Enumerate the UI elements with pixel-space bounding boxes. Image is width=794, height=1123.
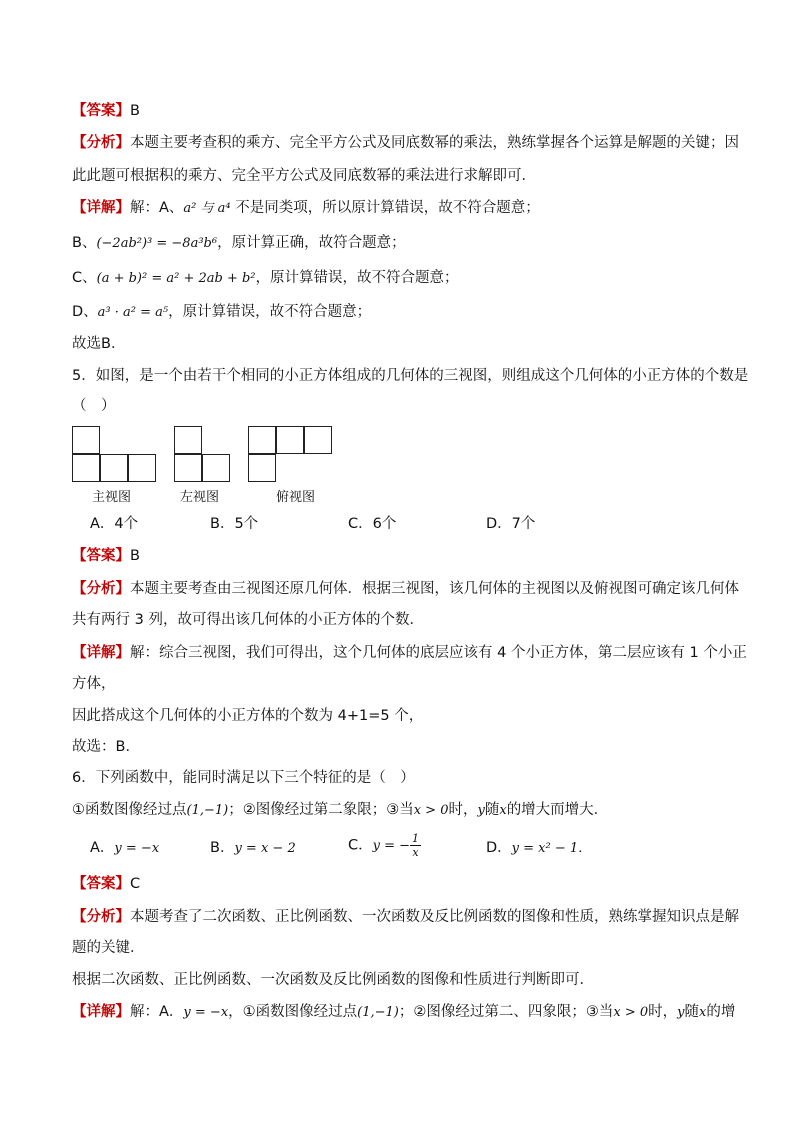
option-label: C． [348,837,373,854]
condition-math: x [499,803,507,818]
analysis-text: 本题主要考查由三视图还原几何体．根据三视图，该几何体的主视图以及俯视图可确定该几何体 [130,581,739,597]
option-label: A． [90,840,115,856]
detail-math: (1,−1) [357,1005,399,1020]
detail-math: y [677,1005,685,1020]
fraction [410,832,421,859]
detail-math: a² 与 a⁴ [183,201,231,216]
detail-line-q5-2: 方体， [72,676,116,692]
option-math: y = x − 2 [234,841,296,856]
option-d-line [72,302,371,323]
fraction-numerator: 1 [412,832,420,845]
q5-option-b: B．5个 [210,516,259,532]
option-math: (a + b)² = a² + 2ab + b² [96,271,256,286]
front-view-cell [72,454,100,482]
detail-text: 的增 [706,1004,736,1020]
detail-text: 不是同类项，所以原计算错误，故不符合题意； [230,200,540,216]
condition-text: 时， [448,802,478,818]
condition-math: y [477,803,485,818]
option-math: y = − [372,838,411,854]
fraction-denominator: x [412,846,419,859]
option-math: a³ · a² = a⁵ [97,305,169,320]
top-view-cell [248,454,276,482]
detail-line-q6 [72,1002,735,1023]
analysis-text: 本题主要考查积的乘方、完全平方公式及同底数幂的乘法，熟练掌握各个运算是解题的关键；因 [130,135,739,151]
option-label: D． [486,840,512,856]
q5-stem-line1: 5．如图，是一个由若干个相同的小正方体组成的几何体的三视图，则组成这个几何体的小正方体的个数是 [72,368,749,384]
answer-tag: 【答案】 [72,103,130,119]
condition-text: 随 [484,802,500,818]
answer-value: B [130,103,140,119]
top-view-cell [304,426,332,454]
answer-value: B [130,548,140,564]
answer-line-q5 [72,546,140,566]
left-view-label: 左视图 [180,490,220,505]
front-view-cell [128,454,156,482]
option-math: y = −x [114,841,160,856]
analysis-line-q5-1 [72,579,739,599]
q5-stem-line2: （ ） [72,398,116,414]
detail-text: ；②图像经过第二、四象限；③当 [398,1004,614,1020]
detail-text: 解：A． [130,1004,184,1020]
choose-line-q5: 故选：B． [72,739,140,755]
option-b-line [72,233,406,254]
detail-tag: 【详解】 [72,645,130,661]
option-text: ，原计算错误，故不符合题意； [168,304,372,320]
q5-option-a: A．4个 [90,516,139,532]
left-view-cell [174,426,202,454]
analysis-line-q6-3: 根据二次函数、正比例函数、一次函数及反比例函数的图像和性质进行判断即可． [72,972,594,988]
condition-math: x > 0 [413,803,449,818]
detail-text: 时， [648,1004,678,1020]
top-view-cell [248,426,276,454]
top-view-cell [276,426,304,454]
choose-line-a: 故选B． [72,336,126,352]
detail-math: x > 0 [613,1005,649,1020]
detail-line-q5-3: 因此搭成这个几何体的小正方体的个数为 4+1=5 个， [72,708,424,724]
analysis-line-q5-2: 共有两行 3 列，故可得出该几何体的小正方体的个数． [72,612,424,628]
option-math: y = x² − 1． [511,841,592,856]
answer-line-a [72,101,140,121]
detail-text: 解：综合三视图，我们可得出，这个几何体的底层应该有 4 个小正方体，第二层应该有 1 个小正 [130,645,747,661]
q6-stem: 6．下列函数中，能同时满足以下三个特征的是（ ） [72,770,415,786]
analysis-tag: 【分析】 [72,135,130,151]
detail-text: 随 [684,1004,699,1020]
analysis-line-q6-1 [72,907,739,927]
option-text: ，原计算正确，故符合题意； [217,235,406,251]
condition-text: ①函数图像经过点 [72,802,187,818]
detail-text: 解：A、 [130,200,184,216]
top-view-label: 俯视图 [276,490,316,505]
q6-option-b [210,838,296,859]
answer-line-q6 [72,874,140,894]
condition-text: ；②图像经过第二象限；③当 [228,802,414,818]
analysis-line-a1 [72,133,739,153]
detail-tag: 【详解】 [72,200,130,216]
front-view-label: 主视图 [92,490,132,505]
detail-line-a1 [72,198,540,219]
answer-tag: 【答案】 [72,548,130,564]
analysis-tag: 【分析】 [72,581,130,597]
q5-option-d: D．7个 [486,516,536,532]
detail-line-q5-1 [72,643,747,663]
analysis-line-a2: 此此题可根据积的乘方、完全平方公式及同底数幂的乘法进行求解即可． [72,168,536,184]
left-view-cell [174,454,202,482]
option-text: ，原计算错误，故不符合题意； [255,270,459,286]
three-views-figure [72,424,342,504]
q5-option-c: C．6个 [348,516,397,532]
option-c-line [72,268,459,289]
condition-math: (1,−1) [186,803,229,818]
option-label: B． [210,840,235,856]
option-prefix: B、 [72,235,97,251]
detail-math: x [699,1005,707,1020]
front-view-cell [72,426,100,454]
q6-conditions [72,800,608,821]
option-prefix: C、 [72,270,97,286]
detail-math: y = −x [183,1005,229,1020]
detail-text: ，①函数图像经过点 [228,1004,358,1020]
q6-option-d [486,838,591,859]
q6-option-a [90,838,159,859]
front-view-cell [100,454,128,482]
left-view-cell [202,454,230,482]
q6-option-c [348,832,421,859]
condition-text: 的增大而增大． [506,802,609,818]
option-prefix: D、 [72,304,98,320]
option-math: (−2ab²)³ = −8a³b⁶ [96,236,218,251]
analysis-tag: 【分析】 [72,909,130,925]
detail-tag: 【详解】 [72,1004,130,1020]
answer-tag: 【答案】 [72,876,130,892]
analysis-text: 本题考查了二次函数、正比例函数、一次函数及反比例函数的图像和性质，熟练掌握知识点是解 [130,909,739,925]
analysis-line-q6-2: 题的关键． [72,940,145,956]
answer-value: C [130,876,141,892]
